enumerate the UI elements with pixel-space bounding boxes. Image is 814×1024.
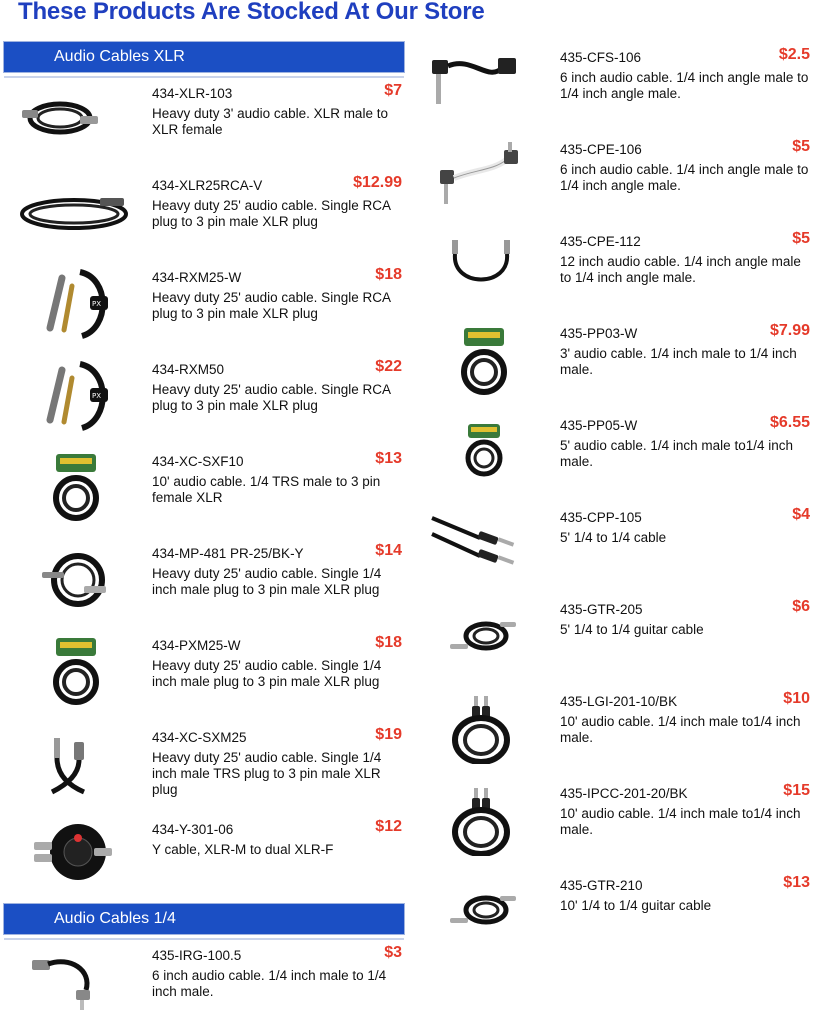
- product-price: $5: [792, 230, 810, 247]
- product-sku: 434-RXM25-W: [152, 270, 242, 285]
- product-sku: 435-CPP-105: [560, 510, 642, 525]
- patch-cable-icon: [428, 52, 520, 110]
- trs-xlr-cable-icon: [44, 736, 96, 796]
- product-description: 10' audio cable. 1/4 inch male to1/4 inch male.: [560, 714, 801, 745]
- guitar-cable-icon: [448, 888, 518, 932]
- product-item[interactable]: [560, 690, 810, 746]
- product-item[interactable]: [560, 46, 810, 102]
- product-item[interactable]: [152, 726, 402, 798]
- product-item[interactable]: [152, 944, 402, 1000]
- product-price: $10: [783, 690, 810, 707]
- product-description: Y cable, XLR-M to dual XLR-F: [152, 842, 334, 857]
- patch-cable-icon: [30, 946, 100, 1012]
- product-description: 5' 1/4 to 1/4 cable: [560, 530, 667, 545]
- product-description: 3' audio cable. 1/4 inch male to 1/4 inch male.: [560, 346, 797, 377]
- product-sku: 435-GTR-205: [560, 602, 643, 617]
- product-sku: 435-PP05-W: [560, 418, 638, 433]
- product-item[interactable]: [560, 506, 810, 546]
- product-price: $5: [792, 138, 810, 155]
- product-sku: 435-PP03-W: [560, 326, 638, 341]
- product-sku: 435-CPE-106: [560, 142, 642, 157]
- product-description: 5' audio cable. 1/4 inch male to1/4 inch male.: [560, 438, 793, 469]
- y-cable-icon: [30, 820, 116, 884]
- guitar-cable-icon: [448, 614, 518, 658]
- product-item[interactable]: [152, 818, 402, 858]
- product-sku: 435-CPE-112: [560, 234, 641, 249]
- product-item[interactable]: [560, 782, 810, 838]
- section-header-quarter-inch: [4, 904, 404, 934]
- rca-xlr-cable-icon: [40, 360, 112, 432]
- product-price: $3: [384, 944, 402, 961]
- product-price: $18: [375, 634, 402, 651]
- packaged-cable-icon: [48, 636, 104, 708]
- product-item[interactable]: [152, 82, 402, 138]
- loop-cable-icon: [446, 238, 516, 298]
- product-sku: 434-XLR25RCA-V: [152, 178, 263, 193]
- product-sku: 434-RXM50: [152, 362, 225, 377]
- product-sku: 435-CFS-106: [560, 50, 642, 65]
- product-item[interactable]: [560, 230, 810, 286]
- product-sku: 435-LGI-201-10/BK: [560, 694, 678, 709]
- coiled-pair-cable-icon: [448, 786, 514, 856]
- product-sku: 434-XC-SXM25: [152, 730, 247, 745]
- product-description: Heavy duty 25' audio cable. Single 1/4 inch male plug to 3 pin male XLR plug: [152, 658, 382, 689]
- section-title: Audio Cables XLR: [54, 48, 185, 65]
- section-title: Audio Cables 1/4: [54, 910, 176, 927]
- product-description: Heavy duty 25' audio cable. Single RCA plug to 3 pin male XLR plug: [152, 382, 391, 413]
- white-patch-cable-icon: [434, 140, 524, 208]
- product-item[interactable]: [560, 138, 810, 194]
- product-item[interactable]: [152, 542, 402, 598]
- product-price: $19: [375, 726, 402, 743]
- product-description: 6 inch audio cable. 1/4 inch angle male to 1/4 inch angle male.: [560, 70, 809, 101]
- product-description: 6 inch audio cable. 1/4 inch angle male to 1/4 inch angle male.: [560, 162, 809, 193]
- product-price: $12: [375, 818, 402, 835]
- product-sku: 434-XLR-103: [152, 86, 233, 101]
- product-sku: 435-IRG-100.5: [152, 948, 242, 963]
- product-item[interactable]: [152, 634, 402, 690]
- product-description: 10' 1/4 to 1/4 guitar cable: [560, 898, 712, 913]
- product-item[interactable]: [560, 598, 810, 638]
- section-header-xlr: [4, 42, 404, 72]
- product-description: 10' audio cable. 1/4 TRS male to 3 pin female XLR: [152, 474, 381, 505]
- product-description: Heavy duty 25' audio cable. Single RCA plug to 3 pin male XLR plug: [152, 198, 391, 229]
- xlr-cable-icon: [18, 92, 102, 144]
- product-sku: 434-MP-481 PR-25/BK-Y: [152, 546, 304, 561]
- divider: [4, 76, 404, 78]
- rca-xlr-cable-icon: [16, 190, 134, 236]
- product-price: $12.99: [353, 174, 402, 191]
- svg-text:PX: PX: [92, 392, 102, 400]
- product-sku: 434-XC-SXF10: [152, 454, 244, 469]
- divider: [4, 938, 404, 940]
- product-sku: 435-IPCC-201-20/BK: [560, 786, 688, 801]
- product-sku: 434-PXM25-W: [152, 638, 241, 653]
- rca-xlr-cable-icon: [40, 268, 112, 340]
- product-price: $6: [792, 598, 810, 615]
- coiled-cable-icon: [40, 550, 108, 610]
- svg-text:PX: PX: [92, 300, 102, 308]
- product-sku: 435-GTR-210: [560, 878, 643, 893]
- product-price: $4: [792, 506, 810, 523]
- product-price: $6.55: [769, 414, 810, 431]
- product-price: $14: [375, 542, 402, 559]
- product-description: 10' audio cable. 1/4 inch male to1/4 inch male.: [560, 806, 801, 837]
- product-description: 5' 1/4 to 1/4 guitar cable: [560, 622, 704, 637]
- product-description: 12 inch audio cable. 1/4 inch angle male to 1/4 inch angle male.: [560, 254, 801, 285]
- coiled-pair-cable-icon: [448, 694, 514, 764]
- product-price: $2.5: [778, 46, 810, 63]
- product-item[interactable]: [152, 450, 402, 506]
- product-price: $13: [783, 874, 810, 891]
- packaged-cable-icon: [48, 452, 104, 524]
- product-item[interactable]: [152, 174, 402, 230]
- straight-cable-icon: [430, 512, 522, 572]
- packaged-cable-icon: [462, 422, 506, 478]
- product-description: Heavy duty 25' audio cable. Single 1/4 inch male TRS plug to 3 pin male XLR plug: [152, 750, 382, 797]
- product-item[interactable]: [560, 874, 810, 914]
- product-price: $13: [375, 450, 402, 467]
- product-price: $15: [783, 782, 810, 799]
- packaged-cable-icon: [456, 326, 512, 398]
- product-item[interactable]: [152, 358, 402, 414]
- product-price: $18: [375, 266, 402, 283]
- product-item[interactable]: [560, 322, 810, 378]
- page-title: These Products Are Stocked At Our Store: [18, 0, 485, 25]
- product-description: Heavy duty 3' audio cable. XLR male to XLR female: [152, 106, 388, 137]
- product-description: Heavy duty 25' audio cable. Single 1/4 inch male plug to 3 pin male XLR plug: [152, 566, 382, 597]
- product-item[interactable]: [560, 414, 810, 470]
- product-description: 6 inch audio cable. 1/4 inch male to 1/4 inch male.: [152, 968, 387, 999]
- product-price: $7: [384, 82, 402, 99]
- product-price: $22: [375, 358, 402, 375]
- product-description: Heavy duty 25' audio cable. Single RCA plug to 3 pin male XLR plug: [152, 290, 391, 321]
- product-price: $7.99: [769, 322, 810, 339]
- product-item[interactable]: [152, 266, 402, 322]
- product-sku: 434-Y-301-06: [152, 822, 234, 837]
